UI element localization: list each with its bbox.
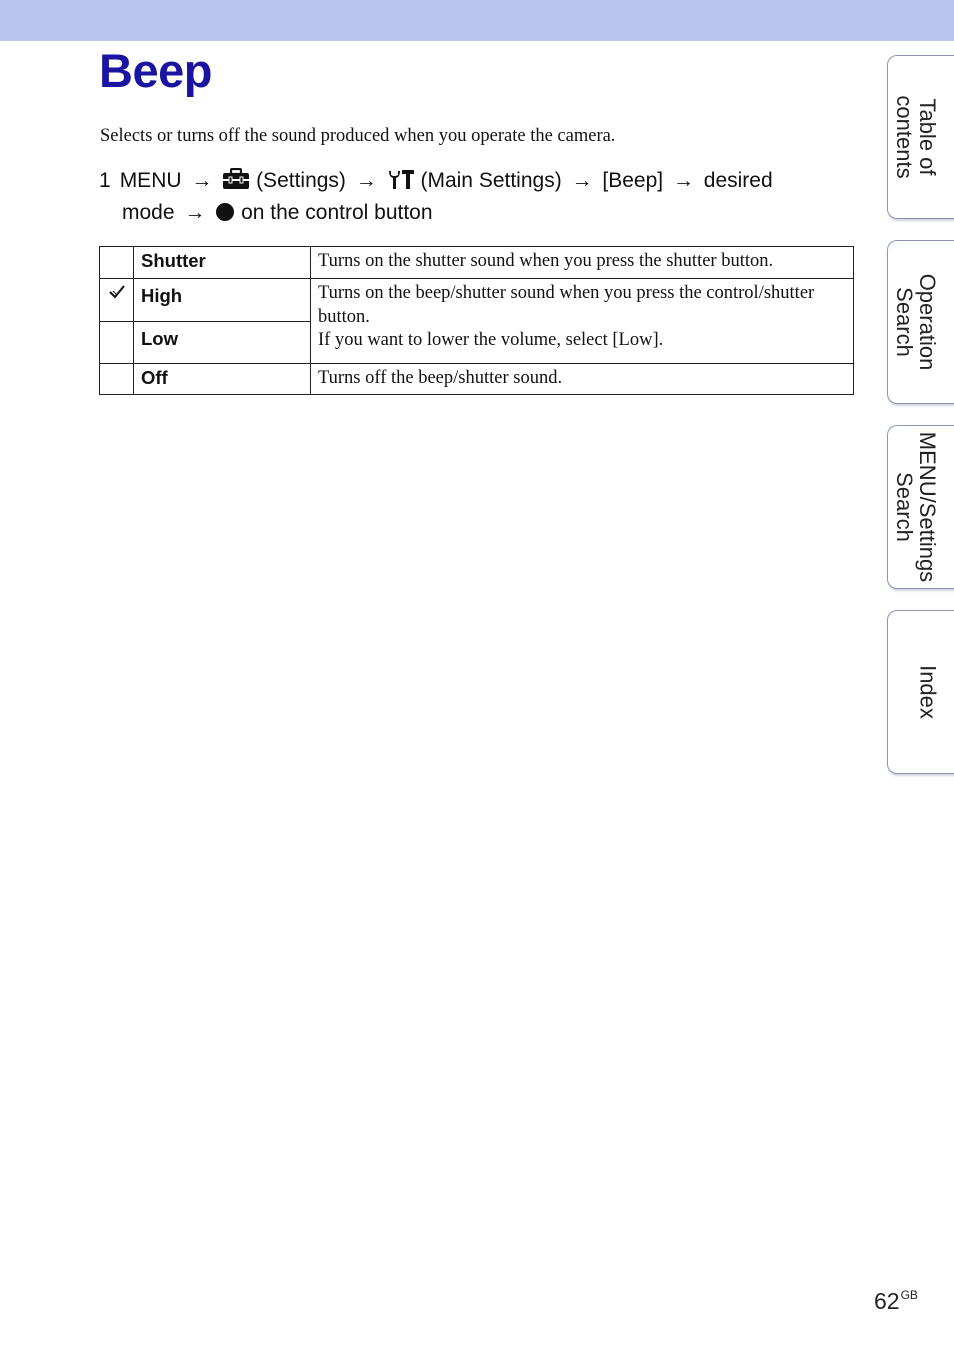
tab-label-line: contents (891, 95, 917, 179)
intro-text: Selects or turns off the sound produced when you operate the camera. (100, 126, 616, 146)
step-number: 1 (99, 169, 111, 192)
default-marker-cell (100, 322, 134, 364)
tab-operation-search[interactable] (887, 240, 954, 404)
tab-label-line: Search (891, 287, 917, 357)
arrow-icon: → (571, 169, 593, 192)
description-line: Turns on the beep/shutter sound when you press the control/shutter (318, 283, 815, 303)
option-description: Turns on the shutter sound when you press the shutter button. (311, 247, 854, 279)
page-suffix: GB (900, 1288, 918, 1302)
desired-label: desired (703, 169, 773, 192)
tab-label (916, 665, 939, 719)
tab-label-line: Search (891, 472, 917, 542)
tab-label (893, 432, 939, 582)
option-description: Turns off the beep/shutter sound. (311, 364, 854, 395)
settings-toolbox-icon (222, 168, 250, 198)
header-band (0, 0, 954, 41)
step-line-2 (99, 198, 839, 230)
table-row (100, 279, 854, 322)
menu-label: MENU (119, 169, 182, 192)
page-number (874, 1288, 918, 1315)
option-name: Shutter (134, 247, 311, 279)
default-marker-cell (100, 364, 134, 395)
tab-label-line: MENU/Settings (914, 431, 940, 583)
description-line: If you want to lower the volume, select [Low]. (318, 330, 664, 350)
default-marker-cell (100, 247, 134, 279)
tab-label-line: Index (915, 665, 940, 719)
checkmark-icon (108, 285, 126, 305)
arrow-icon: → (672, 169, 694, 192)
tab-index[interactable] (887, 610, 954, 774)
control-button-circle-icon (215, 201, 235, 230)
tab-menu-settings-search[interactable] (887, 425, 954, 589)
tab-label-line: Operation (914, 273, 940, 371)
control-button-text: on the control button (241, 201, 433, 224)
table-row (100, 247, 854, 279)
tab-label-line: Table of (914, 98, 940, 176)
page-title: Beep (99, 44, 212, 97)
tab-label (893, 274, 939, 371)
main-settings-label: (Main Settings) (420, 169, 562, 192)
page-number-value: 62 (874, 1288, 900, 1314)
option-name: High (134, 279, 311, 322)
step-instruction (99, 166, 839, 230)
beep-label: [Beep] (602, 169, 664, 192)
arrow-icon: → (184, 201, 206, 224)
settings-label: (Settings) (256, 169, 346, 192)
tab-table-of-contents[interactable] (887, 55, 954, 219)
arrow-icon: → (191, 169, 213, 192)
description-line: button. (318, 306, 370, 327)
mode-label: mode (122, 201, 175, 224)
table-row (100, 364, 854, 395)
main-settings-wrench-icon (387, 168, 415, 198)
default-marker-cell (100, 279, 134, 322)
arrow-icon: → (355, 169, 377, 192)
option-name: Low (134, 322, 311, 364)
tab-label (893, 95, 939, 178)
option-name: Off (134, 364, 311, 395)
option-description (311, 279, 854, 364)
options-table (99, 246, 854, 395)
